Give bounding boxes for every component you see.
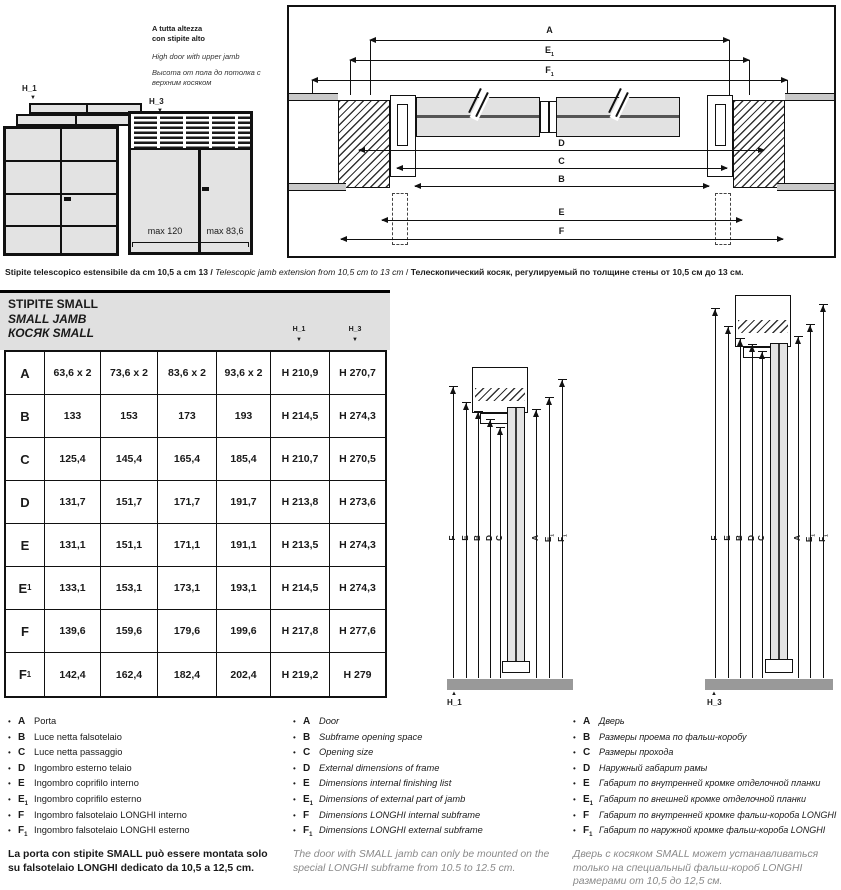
row-label: A xyxy=(6,352,45,395)
table-title-ru: КОСЯК SMALL xyxy=(8,326,95,340)
dim-label-b: B xyxy=(558,174,565,184)
legend-item: • B Размеры проема по фальш-коробу xyxy=(573,731,747,743)
table-cell: H 214,5 xyxy=(271,395,330,438)
table-cell: 173,1 xyxy=(158,567,217,610)
footer-note-ru: Дверь с косяком SMALL может устанавливаться только на специальный фальш-короб LONGHI размерами от 10,5 до 12,5 см. xyxy=(573,849,819,887)
dim-label-e: E xyxy=(558,207,565,217)
dim-line-c xyxy=(500,428,501,678)
table-cell: H 277,6 xyxy=(330,610,385,653)
table-cell: 93,6 x 2 xyxy=(217,352,271,395)
dim-label-b: B xyxy=(473,535,482,541)
threshold-profile xyxy=(765,659,793,673)
table-title-en: SMALL JAMB xyxy=(8,311,87,326)
dim-label-f: F xyxy=(710,535,719,541)
dim-line-d xyxy=(752,345,753,678)
dim-line-f xyxy=(715,309,716,678)
dim-line-e1 xyxy=(350,60,749,61)
dim-line-c xyxy=(762,352,763,678)
caption-en: Telescopic jamb extension from 10,5 cm to 13 cm xyxy=(215,267,404,277)
dim-label-d: D xyxy=(747,535,756,541)
dim-line-f xyxy=(341,239,783,240)
legend-item: • C Opening size xyxy=(293,747,374,759)
dim-line-d xyxy=(359,150,764,151)
table-cell: 151,1 xyxy=(101,524,158,567)
door-core-line xyxy=(515,408,517,673)
wall-face-top-right xyxy=(785,93,834,101)
h1-marker-label: H_1 xyxy=(22,84,37,93)
legend-item: • A Дверь xyxy=(573,716,625,727)
figure-caption-it: A tutta altezza con stipite alto xyxy=(152,24,205,43)
table-cell: 165,4 xyxy=(158,438,217,481)
dim-label-b: B xyxy=(735,535,744,541)
head-jamb-hatch xyxy=(738,320,788,333)
row-label: F 1 xyxy=(6,653,45,696)
floor-bar xyxy=(705,679,833,690)
dimensions-table xyxy=(4,350,387,698)
dim-line-e xyxy=(382,220,742,221)
door-rail-line xyxy=(6,160,116,162)
table-cell: H 213,5 xyxy=(271,524,330,567)
table-cell: H 270,5 xyxy=(330,438,385,481)
door-full-height-elevation xyxy=(128,111,253,255)
table-cell: H 213,8 xyxy=(271,481,330,524)
table-cell: 171,7 xyxy=(158,481,217,524)
table-cell: 191,7 xyxy=(217,481,271,524)
table-cell: 171,1 xyxy=(158,524,217,567)
table-cell: 83,6 x 2 xyxy=(158,352,217,395)
legend-item: • F Габарит по внутренней кромке фальш-короба LONGHI xyxy=(573,809,837,821)
footer-note-en: The door with SMALL jamb can only be mounted on the special LONGHI subframe from 10.5 to 12.5 cm. xyxy=(293,849,550,874)
table-cell: H 217,8 xyxy=(271,610,330,653)
caption-it: Stipite telescopico estensibile da cm 10,5 a cm 13 xyxy=(5,267,208,277)
table-cell: 131,7 xyxy=(45,481,101,524)
telescopic-jamb-bar-lower xyxy=(16,114,137,126)
triangle-up-icon: ▲ xyxy=(711,691,717,697)
table-cell: H 274,3 xyxy=(330,567,385,610)
legend-item: • A Door xyxy=(293,716,340,727)
figure-caption-en: High door with upper jamb xyxy=(152,52,240,61)
table-cell: 179,6 xyxy=(158,610,217,653)
table-cell: H 270,7 xyxy=(330,352,385,395)
table-cell: 182,4 xyxy=(158,653,217,696)
table-cell: 185,4 xyxy=(217,438,271,481)
legend-item: • D External dimensions of frame xyxy=(293,762,440,774)
table-cell: H 210,9 xyxy=(271,352,330,395)
door-rail-line xyxy=(6,193,116,195)
table-title-it: STIPITE SMALL xyxy=(8,297,98,311)
dim-label-e: E xyxy=(723,535,732,541)
jamb-bar-divider xyxy=(75,116,77,124)
legend-item: • C Luce netta passaggio xyxy=(8,747,123,759)
door-handle xyxy=(202,187,209,191)
triangle-down-icon: ▼ xyxy=(352,337,358,343)
table-cell: 133,1 xyxy=(45,567,101,610)
door-leaf-divider xyxy=(198,150,201,252)
door-leaf-section xyxy=(770,343,788,673)
dim-label-f1: $F_1$ xyxy=(545,65,554,78)
table-cell: 139,6 xyxy=(45,610,101,653)
door-rail-line xyxy=(6,225,116,227)
dim-label-d: D xyxy=(485,535,494,541)
table-cell: 202,4 xyxy=(217,653,271,696)
row-label: D xyxy=(6,481,45,524)
figure-vertical-section-h3 xyxy=(698,295,838,713)
row-label: C xyxy=(6,438,45,481)
table-cell: 153 xyxy=(101,395,158,438)
table-cell: 193 xyxy=(217,395,271,438)
dim-line-f1 xyxy=(823,305,824,678)
row-label: E 1 xyxy=(6,567,45,610)
legend-item: • $E_1$ Dimensions of external part of jamb xyxy=(293,793,466,807)
table-cell: 131,1 xyxy=(45,524,101,567)
table-cell: H 279 xyxy=(343,668,372,681)
subframe-dashed-right xyxy=(715,193,731,245)
legend-item: • A Porta xyxy=(8,716,57,727)
figure-caption-ru: Высота от пола до потолка с верхним косяком xyxy=(152,68,261,87)
dim-label-c: C xyxy=(495,535,504,541)
legend-item: • $F_1$ Габарит по наружной кромке фальш-короба LONGHI xyxy=(573,825,826,839)
caption-separator: / xyxy=(405,267,409,277)
dim-label-c: C xyxy=(558,156,565,166)
floor-bar xyxy=(447,679,573,690)
door-leaf-section xyxy=(507,407,525,673)
dim-line-c xyxy=(397,168,727,169)
caption-ru: Телескопический косяк, регулируемый по толщине стены от 10,5 см до 13 см. xyxy=(410,267,744,277)
wall-face-bottom-right xyxy=(777,183,834,191)
legend-english xyxy=(293,716,565,841)
max-width-right-label: max 83,6 xyxy=(206,226,244,236)
dim-line-e1 xyxy=(810,325,811,678)
door-handle xyxy=(64,197,71,201)
dim-label-a: A xyxy=(531,535,540,541)
dim-line-f1 xyxy=(562,380,563,678)
table-cell: 142,4 xyxy=(45,653,101,696)
table-cell: 193,1 xyxy=(217,567,271,610)
table-title xyxy=(8,297,98,341)
legend-item: • D Наружный габарит рамы xyxy=(573,762,708,774)
row-label: B xyxy=(6,395,45,438)
legend-item: • D Ingombro esterno telaio xyxy=(8,762,132,774)
head-jamb-hatch xyxy=(475,388,525,401)
dim-label-a: A xyxy=(793,535,802,541)
row-label: F xyxy=(6,610,45,653)
triangle-down-icon: ▼ xyxy=(30,95,36,101)
h3-floor-label: H_3 xyxy=(707,698,722,707)
table-cell: 73,6 x 2 xyxy=(101,352,158,395)
caption-separator: / xyxy=(210,267,213,277)
table-cell: H 210,7 xyxy=(271,438,330,481)
table-cell: 125,4 xyxy=(45,438,101,481)
door-leaf-divider xyxy=(60,129,62,253)
astragal-divider xyxy=(548,102,550,132)
table-cell: 133 xyxy=(45,395,101,438)
subframe-dashed-left xyxy=(392,193,408,245)
telescopic-jamb-bar-upper xyxy=(29,103,142,114)
dim-tick xyxy=(132,242,133,247)
head-jamb-block xyxy=(735,295,791,347)
table-cell: 173 xyxy=(158,395,217,438)
wall-face-bottom-left xyxy=(289,183,346,191)
legend-item: • E Dimensions internal finishing list xyxy=(293,778,452,790)
dim-tick xyxy=(248,242,249,247)
table-header-band xyxy=(0,293,390,350)
table-cell: 191,1 xyxy=(217,524,271,567)
upper-jamb-transom xyxy=(131,114,250,150)
table-cell: 63,6 x 2 xyxy=(45,352,101,395)
figure-horizontal-section xyxy=(287,5,836,258)
jamb-bar-divider xyxy=(86,105,88,112)
table-cell: 153,1 xyxy=(101,567,158,610)
triangle-up-icon: ▲ xyxy=(451,691,457,697)
dim-label-c: C xyxy=(757,535,766,541)
legend-item: • B Luce netta falsotelaio xyxy=(8,731,122,743)
row-label: E xyxy=(6,524,45,567)
table-cell: H 214,5 xyxy=(271,567,330,610)
figure-door-elevations xyxy=(0,0,285,262)
table-cell: 199,6 xyxy=(217,610,271,653)
legend-item: • $F_1$ Dimensions LONGHI external subframe xyxy=(293,825,483,839)
dim-line-a xyxy=(370,40,729,41)
legend-item: • B Subframe opening space xyxy=(293,731,423,743)
dim-label-f: F xyxy=(448,535,457,541)
table-cell: H 273,6 xyxy=(330,481,385,524)
dim-line-b xyxy=(740,339,741,678)
table-cell: 151,7 xyxy=(101,481,158,524)
wall-face-top-left xyxy=(289,93,338,101)
legend-item: • E Ingombro coprifilo interno xyxy=(8,778,139,790)
dim-label-f: F xyxy=(558,226,565,236)
caption-strip xyxy=(5,267,838,277)
footer-note-it: La porta con stipite SMALL può essere montata solo su falsotelaio LONGHI dedicato da 10,5 a 12,5 cm. xyxy=(8,849,268,874)
dim-line-b xyxy=(415,186,709,187)
column-header-h1: H_1 xyxy=(292,326,306,333)
figure-vertical-section-h1 xyxy=(440,295,580,713)
dim-label-f1: $F_1$ xyxy=(818,534,830,542)
width-dim-line xyxy=(132,242,249,243)
triangle-down-icon: ▼ xyxy=(296,337,302,343)
door-core-line xyxy=(778,344,780,673)
dim-label-e1: $E_1$ xyxy=(544,534,556,543)
dim-line-e xyxy=(728,327,729,678)
dim-line-d xyxy=(490,420,491,678)
dim-label-e1: $E_1$ xyxy=(544,45,554,58)
legend-italian xyxy=(8,716,284,841)
table-cell: 159,6 xyxy=(101,610,158,653)
h3-marker-label: H_3 xyxy=(149,97,164,106)
dim-label-a: A xyxy=(546,25,553,35)
dim-label-e1: $E_1$ xyxy=(805,534,817,543)
dim-label-e: E xyxy=(461,535,470,541)
legend-item: • $F_1$ Ingombro falsotelaio LONGHI esterno xyxy=(8,825,190,839)
legend-item: • $E_1$ Габарит по внешней кромке отделочной планки xyxy=(573,793,807,807)
threshold-profile xyxy=(502,661,530,673)
table-cell: H 219,2 xyxy=(271,653,330,696)
table-cell: H 274,3 xyxy=(330,395,385,438)
dim-label-d: D xyxy=(558,138,565,148)
legend-item: • F Ingombro falsotelaio LONGHI interno xyxy=(8,809,187,821)
astragal-profile xyxy=(540,101,557,133)
legend-item: • $E_1$ Ingombro coprifilo esterno xyxy=(8,793,142,807)
legend-russian xyxy=(573,716,839,841)
door-standard-elevation xyxy=(3,126,119,256)
dim-line-a xyxy=(798,337,799,678)
max-width-left-label: max 120 xyxy=(147,226,183,236)
dim-tick xyxy=(198,242,199,247)
legend-item: • C Размеры прохода xyxy=(573,747,674,759)
table-cell: H 274,3 xyxy=(330,524,385,567)
dim-label-f1: $F_1$ xyxy=(557,534,569,542)
table-cell: 145,4 xyxy=(101,438,158,481)
h1-floor-label: H_1 xyxy=(447,698,462,707)
column-header-h3: H_3 xyxy=(348,326,362,333)
table-cell: 162,4 xyxy=(101,653,158,696)
legend-item: • E Габарит по внутренней кромке отделочной планки xyxy=(573,778,821,790)
legend-item: • F Dimensions LONGHI internal subframe xyxy=(293,809,481,821)
dim-line-f1 xyxy=(312,80,787,81)
